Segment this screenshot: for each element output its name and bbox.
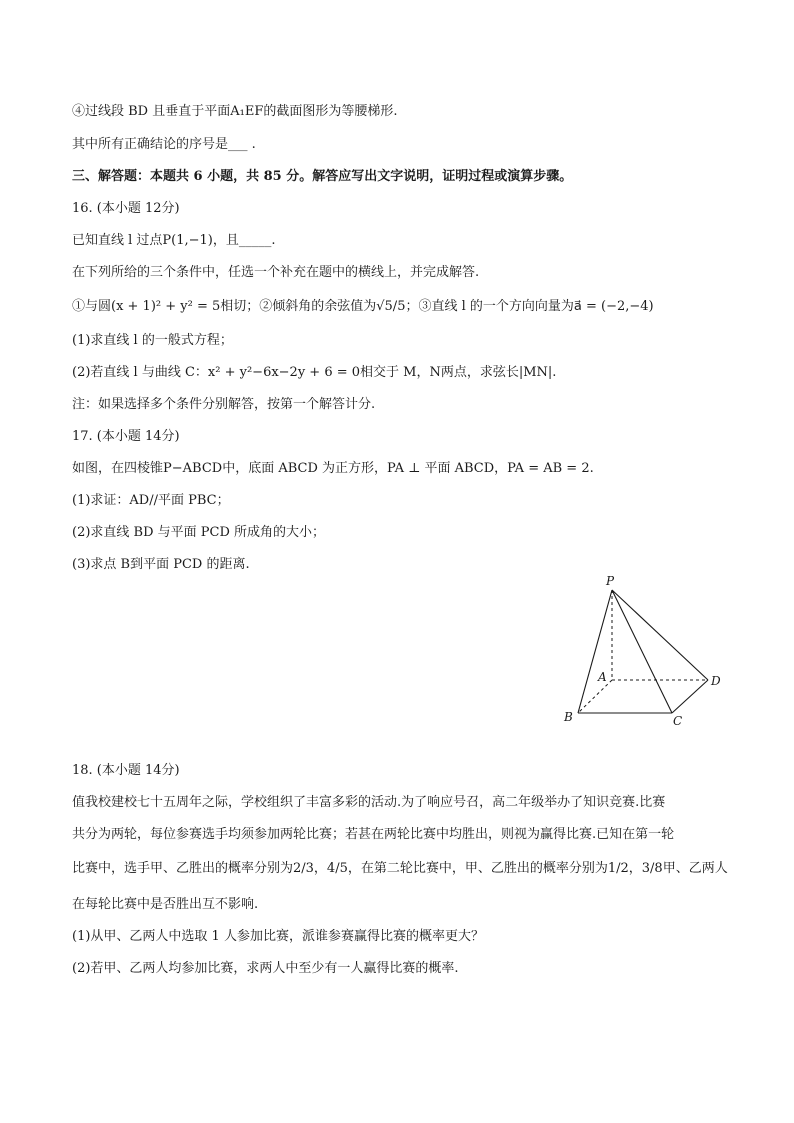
edge-CD bbox=[672, 680, 708, 713]
problem-16-conditions: ①与圆(x + 1)² + y² = 5相切；②倾斜角的余弦值为√5/5；③直线 l 的一个方向向量为a⃗ = (−2,−4) bbox=[72, 299, 654, 314]
label-D: D bbox=[711, 674, 721, 688]
pyramid-diagram bbox=[560, 570, 740, 730]
problem-17-stem: 如图，在四棱锥P−ABCD中，底面 ABCD 为正方形，PA ⊥ 平面 ABCD，PA = AB = 2. bbox=[72, 461, 594, 476]
pyramid-figure bbox=[560, 570, 740, 730]
problem-18-part-1: (1)从甲、乙两人中选取 1 人参加比赛，派谁参赛赢得比赛的概率更大？ bbox=[72, 929, 484, 944]
problem-18-part-2: (2)若甲、乙两人均参加比赛，求两人中至少有一人赢得比赛的概率. bbox=[72, 961, 459, 976]
edge-PC bbox=[612, 590, 672, 713]
problem-17-part-3: (3)求点 B到平面 PCD 的距离. bbox=[72, 557, 250, 572]
label-P: P bbox=[606, 574, 615, 588]
problem-16-header: 16. (本小题 12分) bbox=[72, 201, 180, 216]
label-B: B bbox=[564, 710, 573, 724]
problem-16-note: 注：如果选择多个条件分别解答，按第一个解答计分. bbox=[72, 397, 376, 412]
fill-in-prompt: 其中所有正确结论的序号是___ . bbox=[72, 137, 256, 152]
statement-4: ④过线段 BD 且垂直于平面A₁EF的截面图形为等腰梯形. bbox=[72, 104, 398, 119]
problem-16-instruction: 在下列所给的三个条件中，任选一个补充在题中的横线上，并完成解答. bbox=[72, 265, 480, 280]
problem-18-line-1: 值我校建校七十五周年之际，学校组织了丰富多彩的活动.为了响应号召，高二年级举办了知识竞赛.比赛 bbox=[72, 795, 666, 810]
problem-18-header: 18. (本小题 14分) bbox=[72, 763, 180, 778]
problem-17-header: 17. (本小题 14分) bbox=[72, 429, 180, 444]
edge-PB bbox=[578, 590, 612, 713]
problem-18-line-2: 共分为两轮，每位参赛选手均须参加两轮比赛；若甚在两轮比赛中均胜出，则视为赢得比赛.已知在第一轮 bbox=[72, 827, 675, 842]
problem-16-part-2: (2)若直线 l 与曲线 C：x² + y²−6x−2y + 6 = 0相交于 M，N两点，求弦长|MN|. bbox=[72, 365, 557, 380]
problem-17-part-2: (2)求直线 BD 与平面 PCD 所成角的大小； bbox=[72, 525, 326, 540]
label-C: C bbox=[673, 714, 683, 728]
section-heading: 三、解答题：本题共 6 小题，共 85 分。解答应写出文字说明，证明过程或演算步骤。 bbox=[72, 169, 573, 184]
problem-16-stem: 已知直线 l 过点P(1,−1)，且_____. bbox=[72, 233, 276, 248]
problem-18-line-4: 在每轮比赛中是否胜出互不影响. bbox=[72, 897, 259, 912]
edge-PD bbox=[612, 590, 708, 680]
problem-18-line-3: 比赛中，选手甲、乙胜出的概率分别为2/3，4/5，在第二轮比赛中，甲、乙胜出的概率分别为1/2，3/8甲、乙两人 bbox=[72, 861, 728, 876]
label-A: A bbox=[598, 670, 607, 684]
problem-17-part-1: (1)求证：AD//平面 PBC； bbox=[72, 493, 230, 508]
problem-16-part-1: (1)求直线 l 的一般式方程； bbox=[72, 333, 233, 348]
